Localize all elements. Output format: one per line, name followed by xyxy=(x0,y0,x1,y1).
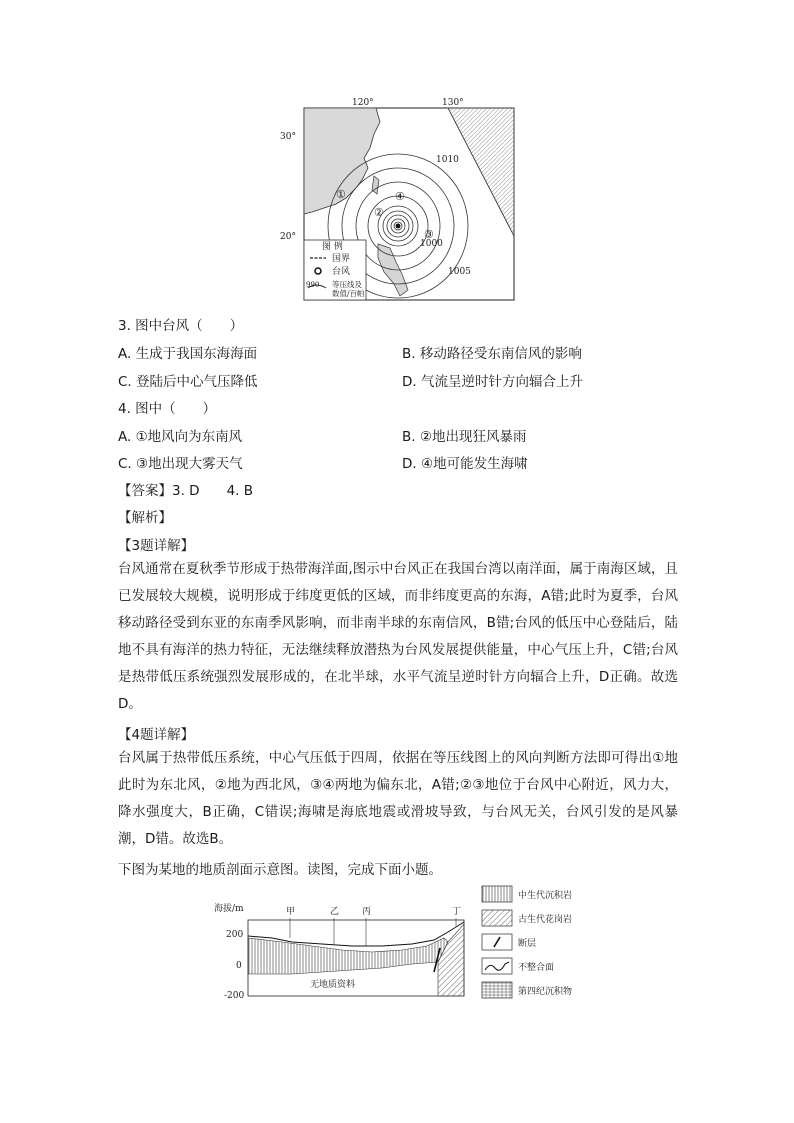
lat-20-label: 20° xyxy=(280,232,296,242)
lon-130-label: 130° xyxy=(442,98,464,108)
lon-120-label: 120° xyxy=(352,98,374,108)
point-4: ④ xyxy=(395,190,405,203)
legend-border: 国界 xyxy=(332,254,351,264)
profile-legend xyxy=(482,886,572,998)
isobar-1000-label: 1000 xyxy=(420,239,443,249)
analysis-heading: 【解析】 xyxy=(118,510,172,526)
q4-detail-heading: 【4题详解】 xyxy=(118,727,195,743)
next-intro: 下图为某地的地质剖面示意图。读图，完成下面小题。 xyxy=(118,862,442,878)
q4-option-a: A. ①地风向为东南风 xyxy=(118,429,243,445)
legend-isobar-line2: 数值/百帕 xyxy=(332,289,365,298)
isobar-1005-label: 1005 xyxy=(448,267,471,277)
q3-title: 3. 图中台风（ ） xyxy=(118,318,244,334)
typhoon-map xyxy=(278,96,518,306)
legend-mesozoic: 中生代沉积岩 xyxy=(518,891,573,901)
legend-unconformity: 不整合面 xyxy=(518,963,555,973)
point-3: ③ xyxy=(424,228,434,241)
q3-option-c: C. 登陆后中心气压降低 xyxy=(118,374,258,390)
q3-option-b: B. 移动路径受东南信风的影响 xyxy=(402,346,582,362)
legend-fault: 断层 xyxy=(518,939,537,949)
q4-detail-text: 台风属于热带低压系统，中心气压低于四周，依据在等压线图上的风向判断方法即可得出①地此时为东北风，②地为西北风，③④两地为偏东北，A错;②③地位于台风中心附近，风力大，降水强度大，B正确，C错误;海啸是海底地震或滑坡导致，与台风无关，台风引发的是风暴潮，D错。故选B。 xyxy=(118,750,678,847)
site-ding: 丁 xyxy=(452,907,462,917)
site-jia: 甲 xyxy=(286,907,296,917)
legend-quaternary: 第四纪沉积物 xyxy=(518,987,573,997)
geologic-profile xyxy=(212,880,592,1010)
point-1: ① xyxy=(336,188,346,201)
q4-title: 4. 图中（ ） xyxy=(118,401,217,417)
map-legend xyxy=(304,240,366,300)
isobar-1010-label: 1010 xyxy=(436,155,459,165)
profile-y-0: 0 xyxy=(236,961,242,971)
q4-option-c: C. ③地出现大雾天气 xyxy=(118,456,243,472)
profile-y-label: 海拔/m xyxy=(214,904,244,914)
q3-option-d: D. 气流呈逆时针方向辐合上升 xyxy=(402,374,583,390)
q4-option-b: B. ②地出现狂风暴雨 xyxy=(402,429,527,445)
site-yi: 乙 xyxy=(330,907,340,917)
profile-y-minus200: -200 xyxy=(224,991,245,1001)
site-bing: 丙 xyxy=(362,907,372,917)
legend-isobar-line1: 等压线及 xyxy=(332,280,362,289)
q4-option-d: D. ④地可能发生海啸 xyxy=(402,456,528,472)
answer: 【答案】3. D 4. B xyxy=(118,483,253,499)
lat-30-label: 30° xyxy=(280,132,296,142)
legend-isobar-number: 990 xyxy=(306,281,320,289)
point-2: ② xyxy=(374,206,384,219)
profile-y-200: 200 xyxy=(226,930,244,940)
no-data-label: 无地质资料 xyxy=(310,980,356,990)
q3-option-a: A. 生成于我国东海海面 xyxy=(118,346,258,362)
legend-title: 图 例 xyxy=(322,242,343,252)
legend-paleozoic-granite: 古生代花岗岩 xyxy=(518,915,573,925)
q3-detail-heading: 【3题详解】 xyxy=(118,538,195,554)
q3-detail-text: 台风通常在夏秋季节形成于热带海洋面,图示中台风正在我国台湾以南洋面，属于南海区域，且已发展较大规模，说明形成于纬度更低的区域，而非纬度更高的东海，A错;此时为夏季，台风移动路径受到东亚的东南季风影响，而非南半球的东南信风，B错;台风的低压中心登陆后，陆地不具有海洋的热力特征，无法继续释放潜热为台风发展提供能量，中心气压上升，C错;台风是热带低压系统强烈发展形成的，在北半球，水平气流呈逆时针方向辐合上升，D正确。故选D。 xyxy=(118,561,678,712)
legend-typhoon: 台风 xyxy=(332,267,351,277)
typhoon-center xyxy=(396,224,401,229)
